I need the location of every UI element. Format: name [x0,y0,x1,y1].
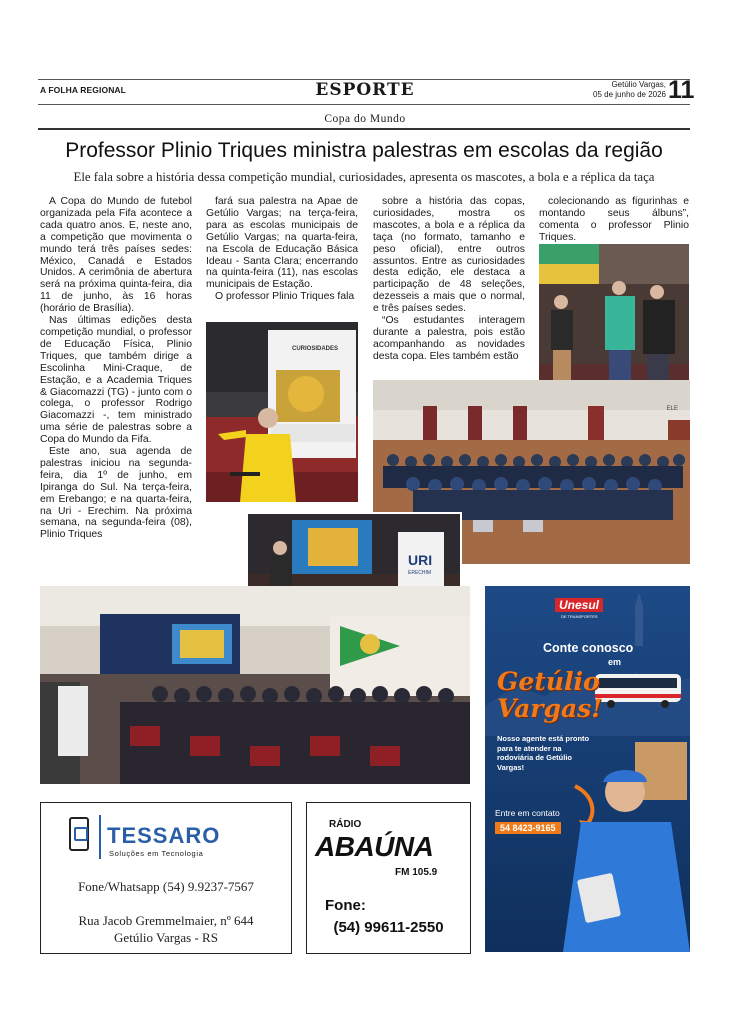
col1-paragraph: Nas últimas edições desta competição mundial, o professor de Educação Física, Plinio Triques, que também dirige a Escolinha Mini-Craque, de Estação, e a Academia Triques & Giacomazzi (TG) - junto com o colega, o professor Rodrigo Giacomazzi -, tem ministrado uma série de palestras sobre a Copa do Mundo da Fifa. [40,315,192,446]
col2-paragraph: O professor Plinio Triques fala [215,291,355,303]
col3-paragraph: sobre a história das copas, curiosidades, mostra os mascotes, a bola e a réplica da taça (no formato, tamanho e peso oficial), entre outros assuntos. Entre as curiosidades desta edição, ele destaca a participação de 48 seleções, dezesseis a mais que o normal, e três países sedes. [373,196,525,315]
tessaro-tagline: Soluções em Tecnologia [109,849,204,858]
article-headline: Professor Plinio Triques ministra palestras em escolas da região [65,139,663,162]
col1-paragraph: A Copa do Mundo de futebol organizada pela Fifa acontece a cada quatro anos. E, neste ano, a competição que movimenta o mundo terá três países sedes: México, Canadá e Estados Unidos. A cerimônia de abertura será na próxima quinta-feira, dia 11 de junho, às 16 horas (horário de Brasília). [40,196,192,315]
header-bottom-rule [38,128,690,130]
unesul-logo-sub: DE TRANSPORTES [561,614,598,619]
unesul-phone: 54 8423-9165 [495,822,561,834]
photo-speakers-with-microphone [539,244,689,402]
uri-sign: URI [408,552,433,568]
unesul-message: Nosso agente está pronto para te atender na rodoviária de Getúlio Vargas! [497,734,590,772]
tessaro-divider [99,815,101,859]
wall-mark: ELE [666,406,678,412]
tessaro-address-2: Getúlio Vargas - RS [114,930,218,945]
abauna-brand: ABAÚNA [315,831,434,862]
edition-date [560,80,666,100]
col4-paragraph: colecionando as figurinhas e montando seus álbuns”, comenta o professor Plinio Triques. [539,196,689,243]
article-column-1 [40,196,192,541]
header-mid-rule [38,104,690,105]
ad-unesul [485,586,690,952]
abauna-radio-label: RÁDIO [329,819,362,830]
section-title: ESPORTE [315,80,415,100]
abauna-phone-label: Fone: [325,897,366,914]
col3-paragraph: “Os estudantes interagem durante a palestra, pois estão acompanhando as novidades desta copa. Eles também estão [373,315,525,362]
edition-city: Getúlio Vargas, [611,80,666,89]
article-column-4 [539,196,689,244]
unesul-contact-label: Entre em contato [495,808,560,818]
photo-auditorium-students [40,586,470,784]
unesul-headline-1: Conte conosco [543,641,634,655]
paper-name: A FOLHA REGIONAL [40,85,126,95]
edition-date-text: 05 de junho de 2026 [593,90,666,99]
kicker: Copa do Mundo [324,113,406,125]
col1-paragraph: Este ano, sua agenda de palestras iniciou na segunda-feira, dia 1º de junho, em Ipiranga do Sul. Na terça-feira, em Erebango; e na quarta-feira, na Uri - Erechim. Na próxima semana, na segunda-feira (08), Plinio Triques [40,446,192,541]
page-number: 11 [668,76,695,104]
tessaro-phone-logo-icon [69,817,89,851]
col2-paragraph: fará sua palestra na Apae de Getúlio Vargas; na terça-feira, para as escolas municipais de Getúlio Vargas; na quarta-feira, na Escola de Educação Básica Ideau - Santa Clara; encerrando na quinta-feira (11), nas escolas municipais de Estação. [206,196,358,291]
unesul-headline-2: em [608,657,622,667]
uri-sign-sub: ERECHIM [408,570,432,576]
article-column-2 [206,196,358,303]
tessaro-phone: Fone/Whatsapp (54) 9.9237-7567 [78,879,254,894]
article-column-3 [373,196,525,363]
unesul-logo: Unesul [555,598,603,612]
ad-radio-abauna [306,802,471,954]
abauna-phone: (54) 99611-2550 [333,919,444,936]
photo-speaker-yellow-shirt [206,322,358,502]
abauna-frequency: FM 105.9 [395,867,438,878]
ad-tessaro [40,802,292,954]
tessaro-address-1: Rua Jacob Gremmelmaier, nº 644 [78,913,254,928]
slide-title: CURIOSIDADES [292,346,339,352]
tessaro-brand: TESSARO [107,823,221,848]
unesul-city: Getúlio Vargas! [497,667,603,723]
article-subheadline: Ele fala sobre a história dessa competição mundial, curiosidades, apresenta os mascotes, a bola e a réplica da taça [73,170,655,184]
